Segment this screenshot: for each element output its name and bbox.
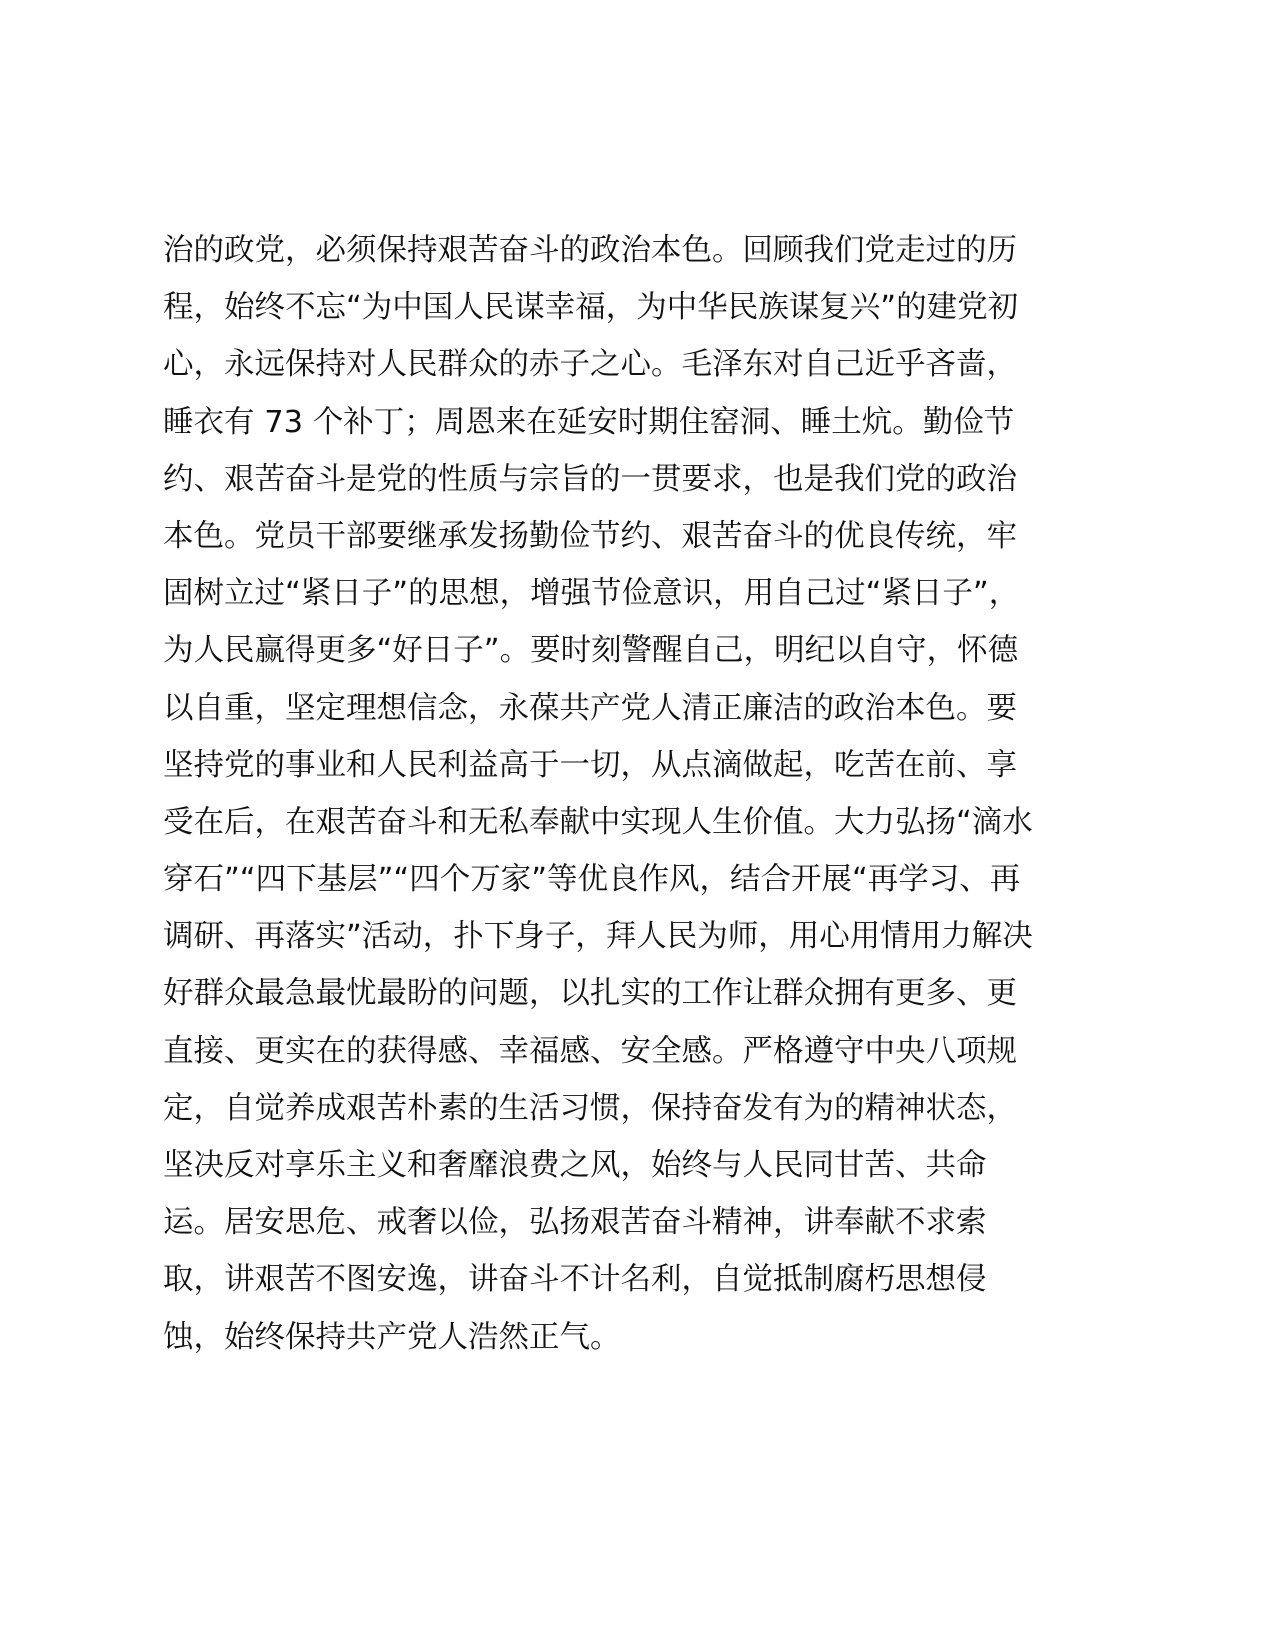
text-line: 运。居安思危、戒奢以俭，弘扬艰苦奋斗精神，讲奉献不求索	[163, 1205, 987, 1241]
text-line: 约、艰苦奋斗是党的性质与宗旨的一贯要求，也是我们党的政治	[163, 461, 1017, 497]
text-line: 好群众最急最忧最盼的问题，以扎实的工作让群众拥有更多、更	[163, 976, 1017, 1012]
text-line: 调研、再落实”活动，扑下身子，拜人民为师，用心用情用力解决	[163, 919, 1033, 955]
text-line: 受在后，在艰苦奋斗和无私奉献中实现人生价值。大力弘扬“滴水	[163, 804, 1033, 840]
text-line: 定，自觉养成艰苦朴素的生活习惯，保持奋发有为的精神状态，	[163, 1090, 1017, 1126]
text-line: 治的政党，必须保持艰苦奋斗的政治本色。回顾我们党走过的历	[163, 233, 1017, 268]
text-line: 程，始终不忘“为中国人民谋幸福，为中华民族谋复兴”的建党初	[163, 290, 1019, 326]
text-line: 穿石”“四下基层”“四个万家”等优良作风，结合开展“再学习、再	[163, 862, 1021, 898]
text-line: 以自重，坚定理想信念，永葆共产党人清正廉洁的政治本色。要	[163, 690, 1017, 726]
text-line: 固树立过“紧日子”的思想，增强节俭意识，用自己过“紧日子”，	[163, 576, 1020, 612]
text-line: 心，永远保持对人民群众的赤子之心。毛泽东对自己近乎吝啬，	[163, 347, 1017, 383]
body-paragraph	[163, 222, 1123, 1366]
text-line: 直接、更实在的获得感、幸福感、安全感。严格遵守中央八项规	[163, 1033, 1017, 1069]
text-line: 蚀，始终保持共产党人浩然正气。	[163, 1319, 621, 1355]
text-line: 坚持党的事业和人民利益高于一切，从点滴做起，吃苦在前、享	[163, 747, 1017, 783]
text-line: 取，讲艰苦不图安逸，讲奋斗不计名利，自觉抵制腐朽思想侵	[163, 1262, 987, 1298]
text-line: 为人民赢得更多“好日子”。要时刻警醒自己，明纪以自守，怀德	[163, 633, 1019, 669]
text-line: 坚决反对享乐主义和奢靡浪费之风，始终与人民同甘苦、共命	[163, 1148, 987, 1183]
text-line: 本色。党员干部要继承发扬勤俭节约、艰苦奋斗的优良传统，牢	[163, 518, 1017, 554]
text-line: 睡衣有 73 个补丁；周恩来在延安时期住窑洞、睡土炕。勤俭节	[163, 404, 1015, 440]
